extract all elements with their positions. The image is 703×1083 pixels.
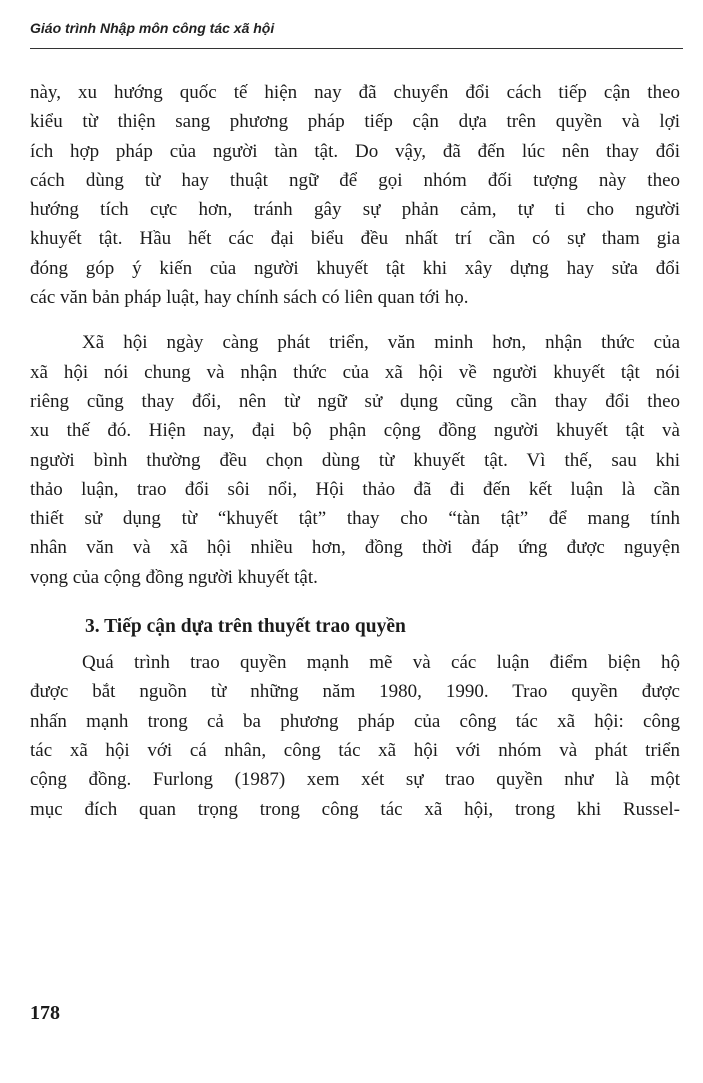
text-line: người bình thường đều chọn dùng từ khuyết tật. Vì thế, sau khi: [30, 449, 680, 471]
text-line: hướng tích cực hơn, tránh gây sự phản cảm, tự ti cho người: [30, 199, 680, 221]
text-line: các văn bản pháp luật, hay chính sách có liên quan tới họ.: [30, 287, 469, 309]
text-line: khuyết tật. Hầu hết các đại biểu đều nhất trí cần có sự tham gia: [30, 228, 680, 250]
text-line: xã hội nói chung và nhận thức của xã hội về người khuyết tật nói: [30, 361, 680, 383]
text-line: riêng cũng thay đổi, nên từ ngữ sử dụng cũng cần thay đổi theo: [30, 390, 680, 412]
text-line: thiết sử dụng từ “khuyết tật” thay cho “tàn tật” để mang tính: [30, 508, 680, 530]
text-line: nhấn mạnh trong cả ba phương pháp của công tác xã hội: công: [30, 710, 680, 732]
running-header: Giáo trình Nhập môn công tác xã hội: [30, 20, 275, 36]
page-number: 178: [30, 1002, 60, 1024]
text-line: thảo luận, trao đổi sôi nổi, Hội thảo đã đi đến kết luận là cần: [30, 478, 680, 500]
text-line: cộng đồng. Furlong (1987) xem xét sự trao quyền như là một: [30, 769, 680, 791]
text-line: Xã hội ngày càng phát triển, văn minh hơn, nhận thức của: [82, 332, 680, 354]
text-line: nhân văn và xã hội nhiều hơn, đồng thời đáp ứng được nguyện: [30, 537, 680, 559]
header-rule: [30, 48, 683, 49]
paragraph-2: [30, 328, 680, 592]
paragraph-3: [30, 648, 680, 824]
text-line: cách dùng từ hay thuật ngữ để gọi nhóm đối tượng này theo: [30, 169, 680, 191]
text-line: xu thế đó. Hiện nay, đại bộ phận cộng đồng người khuyết tật và: [30, 420, 680, 442]
text-line: đóng góp ý kiến của người khuyết tật khi xây dựng hay sửa đổi: [30, 257, 680, 279]
paragraph-1: [30, 78, 680, 312]
section-heading: 3. Tiếp cận dựa trên thuyết trao quyền: [85, 616, 406, 638]
text-line: vọng của cộng đồng người khuyết tật.: [30, 566, 318, 588]
text-line: tác xã hội với cá nhân, công tác xã hội với nhóm và phát triển: [30, 739, 680, 761]
text-line: này, xu hướng quốc tế hiện nay đã chuyển đổi cách tiếp cận theo: [30, 82, 680, 103]
text-line: kiểu từ thiện sang phương pháp tiếp cận dựa trên quyền và lợi: [30, 111, 680, 133]
text-line: ích hợp pháp của người tàn tật. Do vậy, đã đến lúc nên thay đổi: [30, 140, 680, 162]
text-line: được bắt nguồn từ những năm 1980, 1990. Trao quyền được: [30, 681, 680, 703]
text-line: Quá trình trao quyền mạnh mẽ và các luận điểm biện hộ: [82, 652, 680, 674]
page-body: [30, 78, 680, 824]
text-line: mục đích quan trọng trong công tác xã hội, trong khi Russel-: [30, 798, 680, 820]
